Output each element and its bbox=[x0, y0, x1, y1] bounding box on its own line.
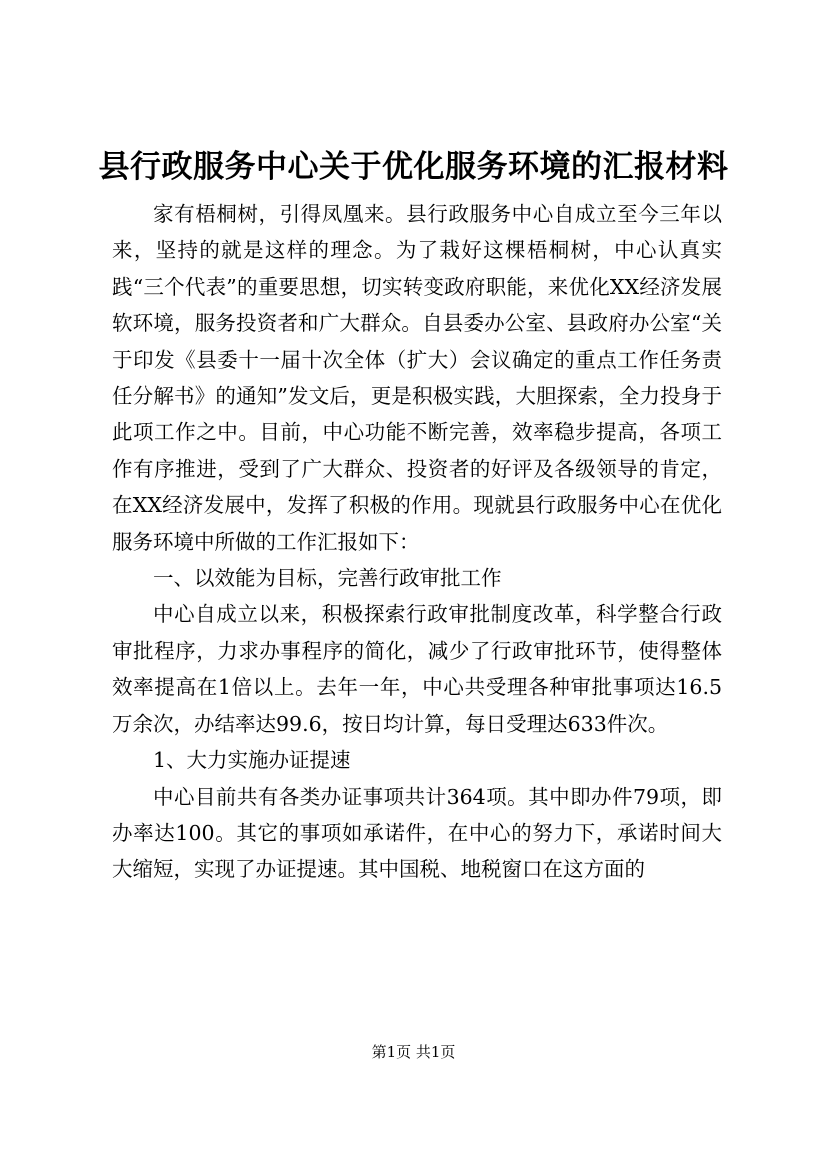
section-heading: 一、以效能为目标，完善行政审批工作 bbox=[153, 566, 502, 591]
document-body bbox=[112, 196, 722, 888]
section-paragraph: 中心自成立以来，积极探索行政审批制度改革，科学整合行政审批程序，力求办事程序的简化，减少了行政审批环节，使得整体效率提高在1倍以上。去年一年，中心共受理各种审批事项达16.5万余次，办结率达99.6，按日均计算，每日受理达633件次。 bbox=[112, 602, 722, 736]
document-title: 县行政服务中心关于优化服务环境的汇报材料 bbox=[98, 149, 729, 185]
intro-paragraph: 家有梧桐树，引得凤凰来。县行政服务中心自成立至今三年以来，坚持的就是这样的理念。为了栽好这棵梧桐树，中心认真实践“三个代表”的重要思想，切实转变政府职能，来优化XX经济发展软环境，服务投资者和广大群众。自县委办公室、县政府办公室“关于印发《县委十一届十次全体（扩大）会议确定的重点工作任务责任分解书》的通知”发文后，更是积极实践，大胆探索，全力投身于此项工作之中。目前，中心功能不断完善，效率稳步提高，各项工作有序推进，受到了广大群众、投资者的好评及各级领导的肯定，在XX经济发展中，发挥了积极的作用。现就县行政服务中心在优化服务环境中所做的工作汇报如下： bbox=[112, 202, 722, 554]
page-number-footer: 第1页 共1页 bbox=[371, 1043, 456, 1061]
subsection-paragraph: 中心目前共有各类办证事项共计364项。其中即办件79项，即办率达100。其它的事项如承诺件，在中心的努力下，承诺时间大大缩短，实现了办证提速。其中国税、地税窗口在这方面的 bbox=[112, 784, 722, 882]
subsection-heading: 1、大力实施办证提速 bbox=[153, 748, 351, 773]
